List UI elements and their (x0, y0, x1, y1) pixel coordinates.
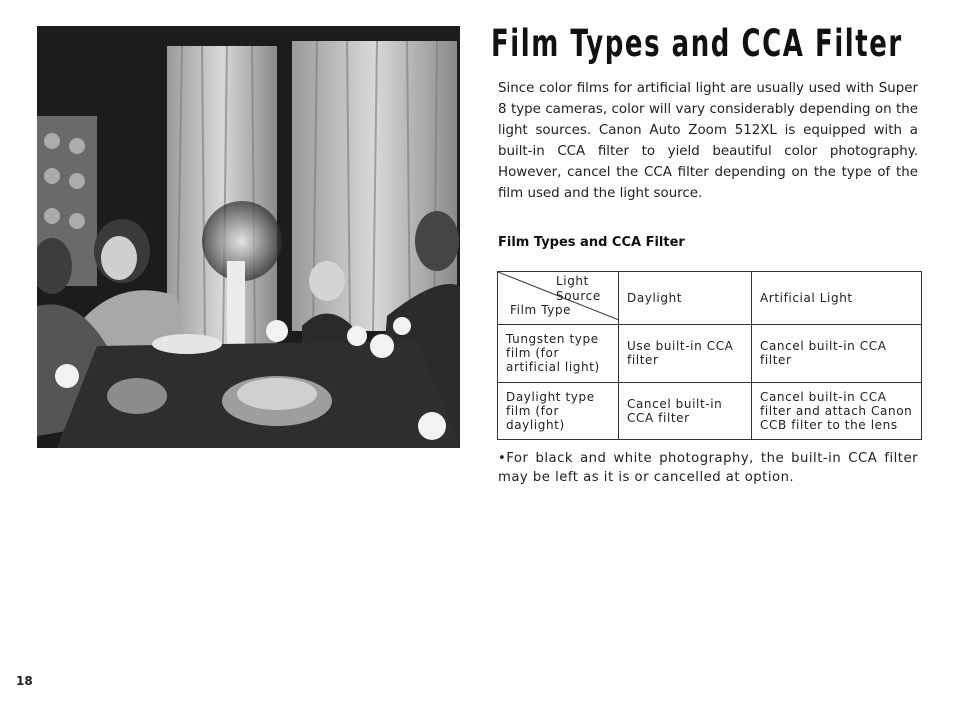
table-row (498, 325, 922, 383)
film-type-cell: Tungsten type film (for artificial light) (498, 325, 619, 383)
daylight-cell: Cancel built-in CCA filter (619, 382, 752, 440)
film-filter-table (497, 271, 922, 440)
photo-illustration (37, 26, 460, 448)
dinner-party-photo (37, 26, 460, 448)
daylight-cell: Use built-in CCA filter (619, 325, 752, 383)
table-row (498, 382, 922, 440)
column-header-daylight: Daylight (619, 272, 752, 325)
column-header-artificial: Artificial Light (752, 272, 922, 325)
table-corner-cell (498, 272, 619, 325)
table-heading: Film Types and CCA Filter (498, 235, 685, 250)
film-type-label: Film Type (510, 303, 572, 317)
page-number: 18 (16, 674, 33, 688)
page-title: Film Types and CCA Filter (491, 22, 903, 65)
artificial-cell: Cancel built-in CCA filter (752, 325, 922, 383)
footnote: •For black and white photography, the built-in CCA filter may be left as it is or cancelled at option. (498, 451, 918, 485)
light-source-label: Light Source (556, 274, 601, 303)
intro-paragraph: Since color films for artificial light are usually used with Super 8 type cameras, color will vary considerably depending on the light sources. Canon Auto Zoom 512XL is equipped with a built-in CCA filter to yield beautiful color photography. However, cancel the CCA filter depending on the type of the film used and the light source. (498, 81, 918, 202)
film-type-cell: Daylight type film (for daylight) (498, 382, 619, 440)
table-header-row (498, 272, 922, 325)
artificial-cell: Cancel built-in CCA filter and attach Canon CCB filter to the lens (752, 382, 922, 440)
